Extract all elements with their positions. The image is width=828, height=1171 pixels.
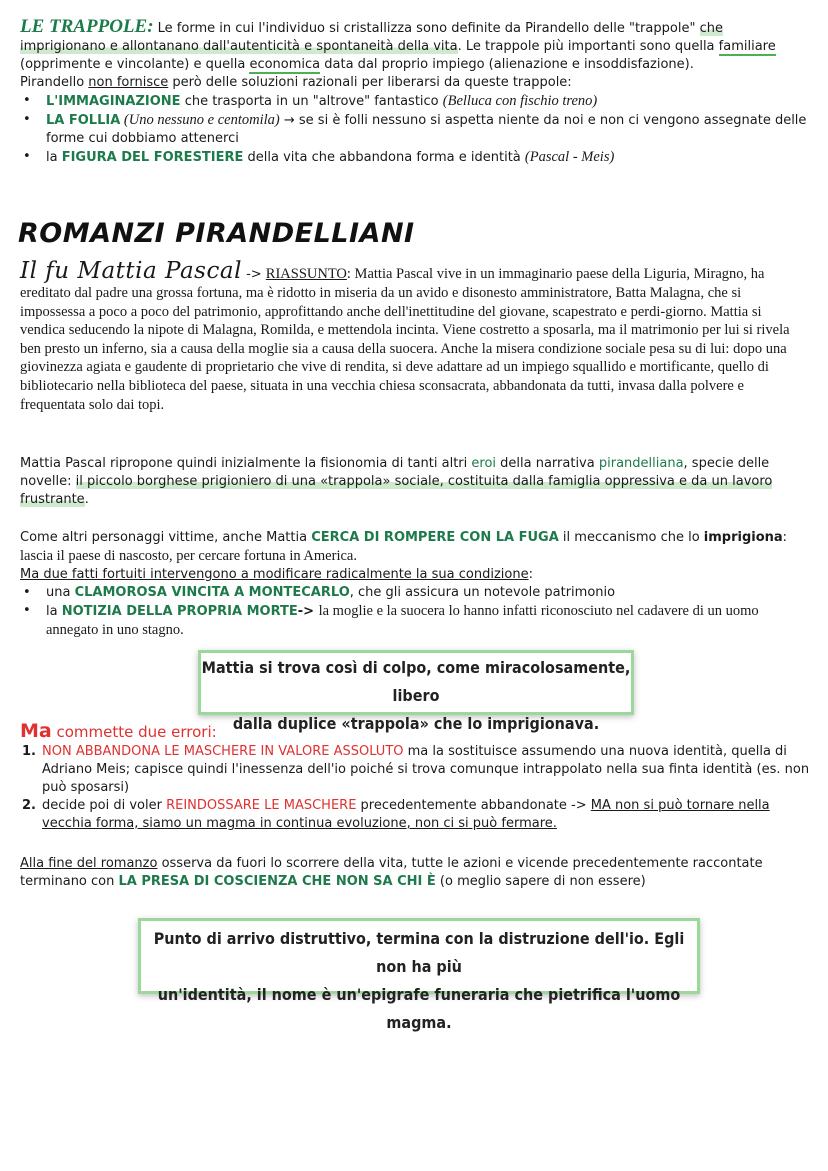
errore-key: NON ABBANDONA LE MASCHERE IN VALORE ASSOLUTO — [42, 744, 404, 759]
callout-line: Punto di arrivo distruttivo, termina con la distruzione dell'io. Egli non ha più — [153, 929, 685, 976]
fatto-key: NOTIZIA DELLA PROPRIA MORTE — [61, 604, 298, 619]
mattia-pascal-title: Il fu Mattia Pascal — [20, 258, 242, 284]
fatti-intro-colon: : — [528, 567, 533, 582]
fuga-paragraph — [20, 528, 810, 640]
fine-text-2: osserva da fuori lo scorrere della vita, tutte le azioni e vicende precedentemente raccontate terminano con — [20, 856, 763, 889]
solutions-intro-2: però delle soluzioni razionali per liberarsi da queste trappole: — [168, 75, 572, 90]
p2-text-2: della narrativa — [496, 456, 599, 471]
fatto-key: CLAMOROSA VINCITA A MONTECARLO — [74, 585, 350, 600]
fatto-text: la moglie e la suocera lo hanno infatti riconosciuto nel cadavere di un uomo annegato in uno stagno. — [46, 603, 759, 638]
errori-section — [20, 722, 810, 833]
p3-text-3: : lascia il paese di nascosto, per cercare fortuna in America. — [20, 529, 787, 564]
solution-note: (Belluca con fischio treno) — [442, 93, 598, 109]
errore-num: 2. — [22, 798, 36, 813]
callout-line: Mattia si trova così di colpo, come miracolosamente, libero — [201, 658, 631, 705]
p2-text-1: Mattia Pascal ripropone quindi inizialmente la fisionomia di tanti altri — [20, 456, 472, 471]
trappole-intro-highlight: che imprigionano e allontanano dall'autenticità e spontaneità della vita — [20, 21, 723, 54]
trappole-intro-5: data dal proprio impiego (alienazione e insoddisfazione). — [320, 57, 694, 72]
fuga-text — [20, 528, 810, 566]
errore-text: ma la sostituisce assumendo una nuova identità, quella di Adriano Meis; capisce quindi l'inessenza dell'io poiché si trova comunque intrappolato nella sua finta identità (es. non può sposarsi) — [42, 744, 810, 795]
fatto-text: , che gli assicura un notevole patrimonio — [349, 585, 616, 600]
errori-heading-text: commette due errori: — [51, 723, 217, 741]
riassunto-label: RIASSUNTO — [265, 266, 347, 282]
list-item — [20, 602, 810, 640]
errori-ma: Ma — [20, 720, 52, 742]
errore-pre: decide poi di voler — [42, 798, 167, 813]
p3-imprigiona: imprigiona — [703, 530, 783, 545]
solution-pre: la — [46, 150, 62, 165]
riassunto-paragraph — [20, 258, 808, 414]
errore-key: REINDOSSARE LE MASCHERE — [166, 798, 357, 813]
p3-text-2: il meccanismo che lo — [558, 530, 704, 545]
trappole-heading: LE TRAPPOLE: — [20, 16, 154, 37]
solution-text: della vita che abbandona forma e identità — [243, 150, 525, 165]
list-item — [20, 584, 810, 602]
fatto-arrow: -> — [297, 604, 319, 619]
fatto-pre: una — [46, 585, 75, 600]
solutions-list — [20, 92, 810, 167]
list-item — [20, 797, 810, 833]
fine-paragraph — [20, 855, 810, 891]
fisionomia-paragraph — [20, 455, 810, 509]
fine-text-3: (o meglio sapere di non essere) — [435, 874, 646, 889]
section-title: ROMANZI PIRANDELLIANI — [18, 218, 415, 249]
solutions-intro-1: Pirandello — [20, 75, 89, 90]
errore-underlined: MA non si può tornare nella vecchia forma, siamo un magma in continua evoluzione, non ci si può fermare. — [42, 798, 770, 831]
solution-note: (Uno nessuno e centomila) — [120, 112, 280, 128]
list-item — [20, 111, 810, 148]
list-item — [20, 148, 810, 167]
solution-key: FIGURA DEL FORESTIERE — [61, 150, 244, 165]
trappola-economica: economica — [249, 57, 321, 72]
fine-key: LA PRESA DI COSCIENZA CHE NON SA CHI È — [118, 874, 436, 889]
p2-highlight: il piccolo borghese prigioniero di una «trappola» sociale, costituita dalla famiglia oppressiva e da un lavoro frustrante — [20, 474, 773, 507]
callout-line: dalla duplice «trappola» che lo imprigionava. — [232, 714, 600, 733]
solution-key: L'IMMAGINAZIONE — [46, 94, 181, 109]
errore-num: 1. — [22, 744, 36, 759]
errori-list — [20, 743, 810, 833]
fatti-intro — [20, 566, 810, 584]
fatto-pre: la — [46, 604, 62, 619]
trappole-solutions-intro — [20, 74, 810, 92]
fine-text-1: Alla fine del romanzo — [20, 856, 158, 871]
fatti-intro-text: Ma due fatti fortuiti intervengono a modificare radicalmente la sua condizione — [20, 567, 529, 582]
trappole-intro-4: (opprimente e vincolante) e quella — [20, 57, 250, 72]
non-fornisce: non fornisce — [88, 75, 169, 90]
list-item — [20, 743, 810, 797]
errore-text: precedentemente abbandonate -> — [356, 798, 591, 813]
trappole-intro-3: . Le trappole più importanti sono quella — [457, 39, 719, 54]
riassunto-text: : Mattia Pascal vive in un immaginario paese della Liguria, Miragno, ha ereditato dal padre una grossa fortuna, ma è ridotto in miseria da un avido e disonesto amministratore, Batta Malagna, che si impossessa a poco a poco del patrimonio, approfittando anche dell'inettitudine del giovane, scapestrato e perdi-giorno. Mattia si vendica seducendo la nipote di Malagna, Romilda, e mettendola incinta. Viene costretto a sposarla, ma il matrimonio per lui si rivela ben presto un inferno, sia a causa della moglie sia a causa della suocera. Anche la misera condizione sociale pesa su di lui: dopo una giovinezza agiata e gaudente di proprietario che vive di rendita, si deve adattare ad un impiego squallido e mortificante, quello di bibliotecario nella biblioteca del paese, situata in una vecchia chiesa sconsacrata, abbandonata da tutti, invasa dalla polvere e frequentata solo dai topi. — [20, 266, 790, 413]
callout-liberta — [198, 650, 634, 733]
p2-text-3: , specie delle novelle: — [20, 456, 770, 489]
solution-text: → se si è folli nessuno si aspetta niente da noi e non ci vengono assegnate delle forme cui dobbiamo attenerci — [46, 113, 807, 146]
title-arrow: -> — [241, 267, 266, 282]
trappola-familiare: familiare — [718, 39, 776, 54]
p3-key: CERCA DI ROMPERE CON LA FUGA — [311, 530, 559, 545]
trappole-paragraph — [20, 18, 810, 74]
p2-eroi: eroi — [471, 456, 497, 471]
p2-end: . — [84, 492, 89, 507]
trappole-intro-1: Le forme in cui l'individuo si cristallizza sono definite da Pirandello delle "trappole" — [153, 21, 700, 36]
callout-distruzione — [138, 918, 700, 1032]
fatti-list — [20, 584, 810, 640]
solution-text: che trasporta in un "altrove" fantastico — [180, 94, 443, 109]
solution-key: LA FOLLIA — [46, 113, 121, 128]
errori-heading — [20, 722, 810, 743]
callout-line: un'identità, il nome è un'epigrafe funeraria che pietrifica l'uomo magma. — [157, 985, 681, 1032]
p3-text-1: Come altri personaggi vittime, anche Mattia — [20, 530, 312, 545]
p2-pirandelliana: pirandelliana — [598, 456, 684, 471]
solution-note: (Pascal - Meis) — [524, 149, 615, 165]
trappole-section — [20, 18, 810, 167]
list-item — [20, 92, 810, 111]
